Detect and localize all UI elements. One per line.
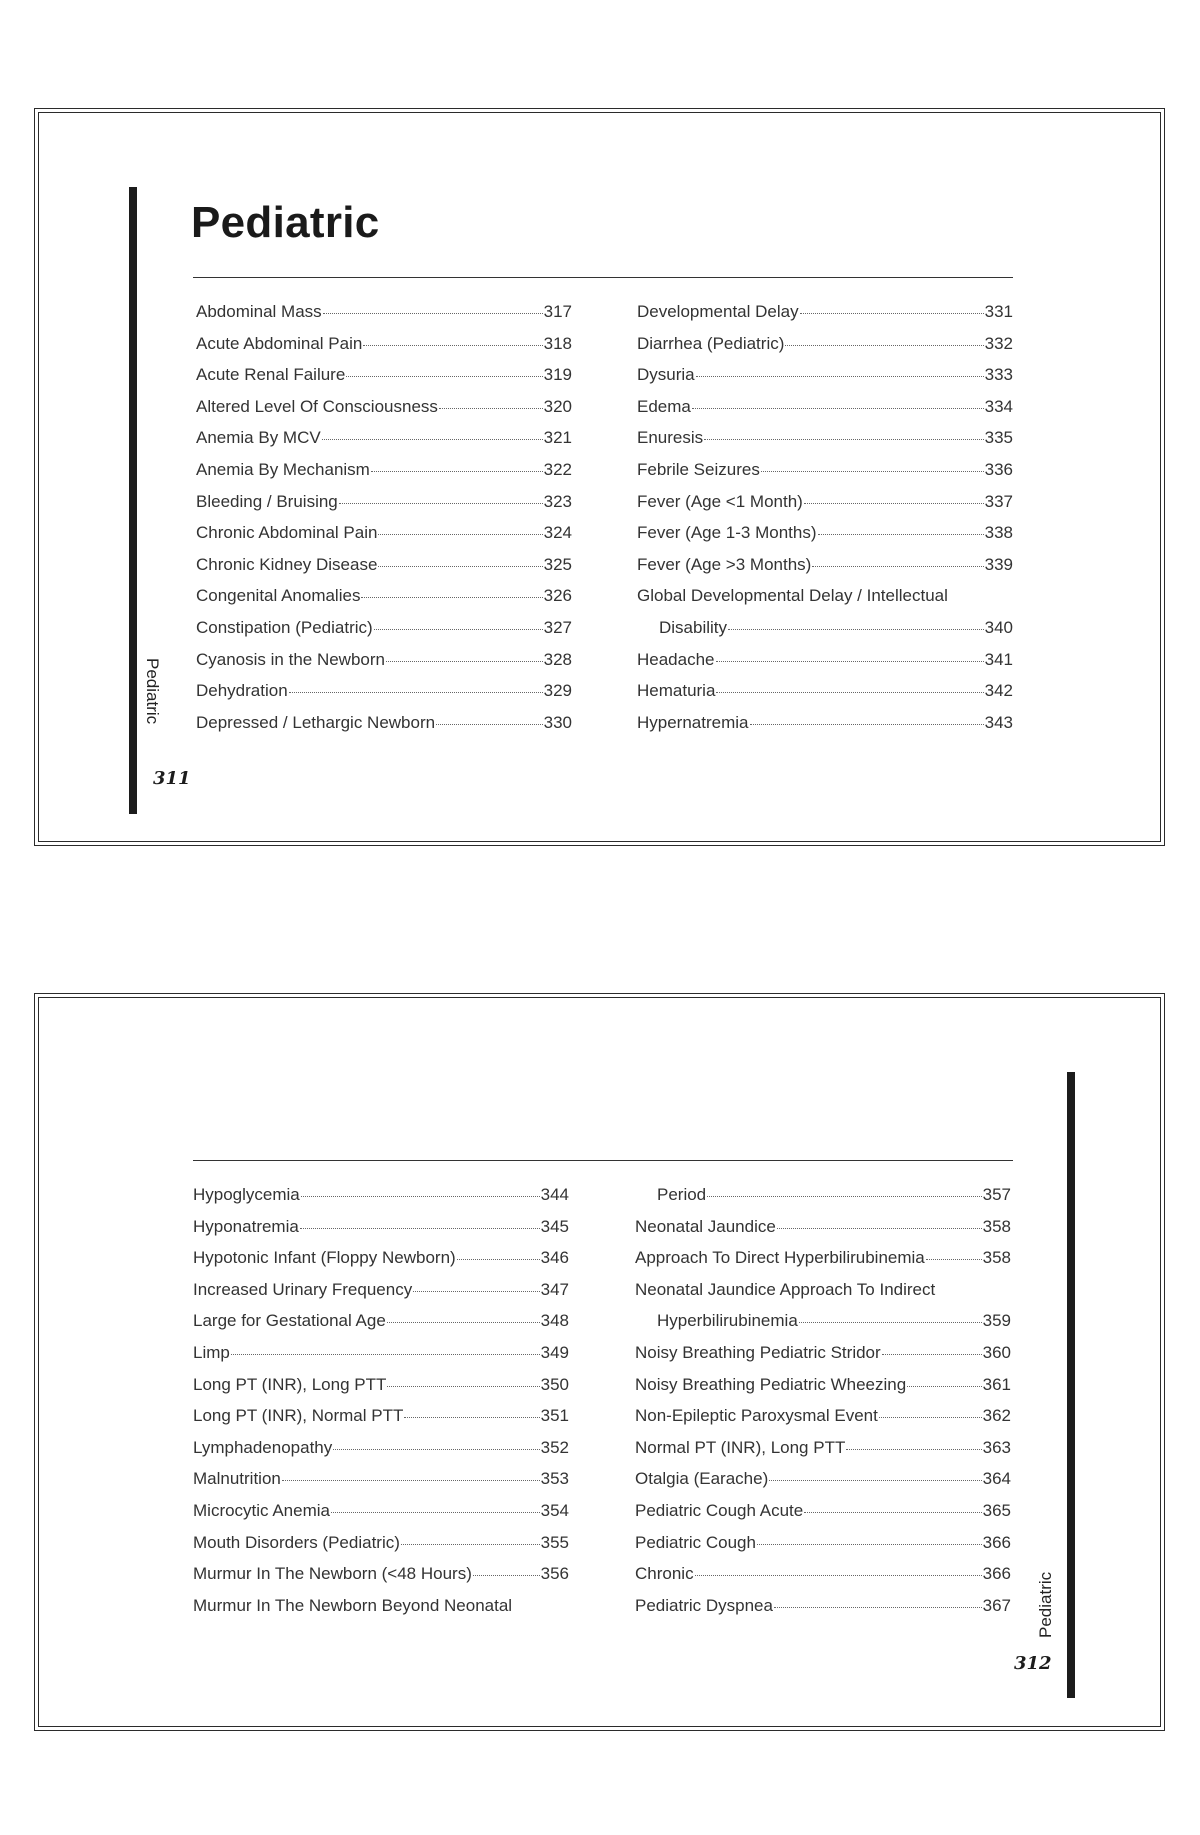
toc-entry-label: Dehydration	[196, 681, 288, 701]
dot-leader	[799, 1321, 982, 1323]
toc-entry-label: Noisy Breathing Pediatric Stridor	[635, 1342, 881, 1362]
toc-entry[interactable]	[196, 586, 572, 618]
toc-entry-page-number: 342	[984, 681, 1013, 701]
dot-leader	[401, 1543, 540, 1545]
toc-entry-page-number: 361	[982, 1374, 1011, 1394]
dot-leader	[804, 1511, 981, 1513]
toc-entry-label: Congenital Anomalies	[196, 586, 361, 606]
toc-entry-page-number: 325	[543, 554, 572, 574]
toc-entry-label: Otalgia (Earache)	[635, 1469, 769, 1489]
toc-entry-page-number: 366	[982, 1564, 1011, 1584]
dot-leader	[300, 1227, 540, 1229]
dot-leader	[386, 660, 543, 662]
title-divider	[193, 1160, 1013, 1161]
toc-entry[interactable]	[635, 1248, 1011, 1280]
dot-leader	[750, 723, 984, 725]
toc-entry-page-number: 348	[540, 1311, 569, 1331]
toc-entry[interactable]	[196, 618, 572, 650]
dot-leader	[333, 1448, 539, 1450]
toc-entry-label: Dysuria	[637, 365, 695, 385]
toc-entry-label: Neonatal Jaundice	[635, 1216, 776, 1236]
toc-entry-page-number: 324	[543, 523, 572, 543]
toc-entry-label: Diarrhea (Pediatric)	[637, 333, 785, 353]
toc-entry[interactable]	[635, 1501, 1011, 1533]
toc-entry-page-number: 366	[982, 1532, 1011, 1552]
toc-entry-page-number: 359	[982, 1311, 1011, 1331]
toc-entry-page-number: 346	[540, 1248, 569, 1268]
title-divider	[193, 277, 1013, 278]
side-accent-bar	[129, 187, 137, 814]
dot-leader	[378, 533, 542, 535]
toc-entry[interactable]	[637, 334, 1013, 366]
dot-leader	[361, 596, 542, 598]
toc-entry-page-number: 367	[982, 1595, 1011, 1615]
dot-leader	[439, 407, 543, 409]
toc-entry-page-number: 330	[543, 712, 572, 732]
toc-entry-page-number: 349	[540, 1342, 569, 1362]
toc-entry[interactable]	[637, 586, 1013, 618]
side-section-label: Pediatric	[1036, 1571, 1055, 1638]
toc-entry[interactable]	[196, 523, 572, 555]
toc-entry-page-number: 347	[540, 1279, 569, 1299]
toc-left-column	[196, 302, 572, 744]
dot-leader	[436, 723, 543, 725]
toc-entry-label: Hyperbilirubinemia	[657, 1311, 798, 1331]
toc-entry-label: Approach To Direct Hyperbilirubinemia	[635, 1248, 925, 1268]
toc-entry[interactable]	[637, 523, 1013, 555]
toc-entry-page-number: 322	[543, 459, 572, 479]
toc-entry-label: Mouth Disorders (Pediatric)	[193, 1532, 400, 1552]
dot-leader	[473, 1574, 540, 1576]
dot-leader	[404, 1416, 539, 1418]
dot-leader	[323, 312, 543, 314]
dot-leader	[363, 344, 542, 346]
toc-entry[interactable]	[635, 1438, 1011, 1470]
dot-leader	[812, 565, 983, 567]
dot-leader	[695, 1574, 982, 1576]
toc-entry-page-number: 358	[982, 1248, 1011, 1268]
dot-leader	[231, 1353, 540, 1355]
dot-leader	[378, 565, 542, 567]
toc-entry[interactable]	[637, 555, 1013, 587]
toc-entry[interactable]	[193, 1343, 569, 1375]
toc-entry-page-number: 329	[543, 681, 572, 701]
toc-entry[interactable]	[196, 492, 572, 524]
dot-leader	[282, 1479, 540, 1481]
dot-leader	[804, 502, 984, 504]
toc-entry-label: Abdominal Mass	[196, 302, 322, 321]
toc-entry[interactable]	[637, 492, 1013, 524]
toc-entry[interactable]	[635, 1596, 1011, 1628]
toc-entry[interactable]	[635, 1343, 1011, 1375]
toc-entry-page-number: 337	[984, 491, 1013, 511]
toc-entry-page-number: 345	[540, 1216, 569, 1236]
toc-entry[interactable]	[635, 1406, 1011, 1438]
toc-entry-page-number: 338	[984, 523, 1013, 543]
toc-entry[interactable]	[635, 1280, 1011, 1312]
toc-entry[interactable]	[193, 1311, 569, 1343]
toc-entry-page-number: 358	[982, 1216, 1011, 1236]
side-accent-bar	[1067, 1072, 1075, 1698]
toc-entry[interactable]	[635, 1469, 1011, 1501]
toc-entry-page-number: 365	[982, 1500, 1011, 1520]
toc-entry[interactable]	[193, 1501, 569, 1533]
toc-entry[interactable]	[193, 1185, 569, 1217]
toc-entry-page-number: 323	[543, 491, 572, 511]
toc-entry[interactable]	[635, 1311, 1011, 1343]
toc-entry[interactable]	[193, 1469, 569, 1501]
dot-leader	[387, 1321, 540, 1323]
toc-entry[interactable]	[196, 460, 572, 492]
dot-leader	[879, 1416, 982, 1418]
toc-entry-label: Fever (Age <1 Month)	[637, 491, 803, 511]
toc-entry-label: Neonatal Jaundice Approach To Indirect	[635, 1279, 936, 1299]
toc-entry-label: Murmur In The Newborn (<48 Hours)	[193, 1564, 472, 1584]
toc-entry[interactable]	[196, 302, 572, 334]
toc-entry[interactable]	[193, 1564, 569, 1596]
dot-leader	[926, 1258, 982, 1260]
toc-entry[interactable]	[635, 1533, 1011, 1565]
toc-entry-label: Acute Renal Failure	[196, 365, 346, 385]
toc-entry-page-number: 343	[984, 712, 1013, 732]
toc-entry-label: Large for Gestational Age	[193, 1311, 386, 1331]
toc-entry-label: Noisy Breathing Pediatric Wheezing	[635, 1374, 907, 1394]
dot-leader	[761, 470, 984, 472]
dot-leader	[387, 1385, 539, 1387]
toc-entry-label: Bleeding / Bruising	[196, 491, 338, 511]
toc-entry[interactable]	[193, 1596, 569, 1628]
dot-leader	[413, 1290, 539, 1292]
toc-entry[interactable]	[193, 1375, 569, 1407]
toc-entry-label: Enuresis	[637, 428, 704, 448]
toc-entry[interactable]	[196, 365, 572, 397]
dot-leader	[371, 470, 543, 472]
toc-entry-page-number: 354	[540, 1500, 569, 1520]
toc-right-column	[635, 1185, 1011, 1627]
toc-entry[interactable]	[193, 1248, 569, 1280]
toc-entry[interactable]	[196, 428, 572, 460]
toc-entry-label: Constipation (Pediatric)	[196, 617, 373, 637]
dot-leader	[728, 628, 984, 630]
toc-entry-label: Chronic Abdominal Pain	[196, 523, 378, 543]
toc-entry-label: Cyanosis in the Newborn	[196, 649, 385, 669]
toc-entry-label: Developmental Delay	[637, 302, 799, 321]
toc-entry-label: Hematuria	[637, 681, 716, 701]
toc-entry-page-number: 351	[540, 1406, 569, 1426]
toc-entry-label: Hypoglycemia	[193, 1185, 300, 1204]
toc-entry[interactable]	[193, 1438, 569, 1470]
toc-entry-label: Long PT (INR), Long PTT	[193, 1374, 387, 1394]
toc-entry[interactable]	[637, 713, 1013, 745]
toc-entry-label: Fever (Age 1-3 Months)	[637, 523, 817, 543]
toc-entry-page-number: 318	[543, 333, 572, 353]
toc-entry-label: Pediatric Dyspnea	[635, 1595, 773, 1615]
toc-entry-page-number: 355	[540, 1532, 569, 1552]
toc-entry[interactable]	[196, 713, 572, 745]
toc-entry[interactable]	[196, 650, 572, 682]
page-312	[38, 997, 1161, 1727]
toc-entry-page-number: 356	[540, 1564, 569, 1584]
toc-entry-label: Hyponatremia	[193, 1216, 299, 1236]
toc-entry[interactable]	[637, 365, 1013, 397]
toc-entry-label: Lymphadenopathy	[193, 1437, 333, 1457]
toc-entry[interactable]	[196, 397, 572, 429]
toc-entry-page-number: 344	[540, 1185, 569, 1204]
toc-entry-label: Hypernatremia	[637, 712, 749, 732]
toc-right-column	[637, 302, 1013, 744]
dot-leader	[696, 375, 984, 377]
dot-leader	[692, 407, 984, 409]
toc-entry-page-number: 336	[984, 459, 1013, 479]
toc-entry-label: Malnutrition	[193, 1469, 281, 1489]
toc-entry[interactable]	[637, 650, 1013, 682]
toc-entry-page-number: 352	[540, 1437, 569, 1457]
page-number: 311	[153, 768, 191, 789]
dot-leader	[289, 691, 543, 693]
toc-entry-label: Hypotonic Infant (Floppy Newborn)	[193, 1248, 456, 1268]
dot-leader	[846, 1448, 981, 1450]
side-section-label: Pediatric	[143, 658, 162, 725]
dot-leader	[346, 375, 542, 377]
toc-entry-label: Pediatric Cough	[635, 1532, 756, 1552]
toc-entry[interactable]	[193, 1280, 569, 1312]
toc-entry-label: Anemia By Mechanism	[196, 459, 370, 479]
toc-entry[interactable]	[637, 397, 1013, 429]
toc-entry[interactable]	[637, 618, 1013, 650]
toc-entry-page-number: 357	[982, 1185, 1011, 1204]
dot-leader	[331, 1511, 540, 1513]
toc-entry[interactable]	[196, 681, 572, 713]
toc-entry-label: Depressed / Lethargic Newborn	[196, 712, 436, 732]
toc-entry-label: Chronic	[635, 1564, 694, 1584]
toc-entry-label: Microcytic Anemia	[193, 1500, 330, 1520]
dot-leader	[716, 660, 984, 662]
toc-entry-page-number: 364	[982, 1469, 1011, 1489]
toc-entry-page-number: 341	[984, 649, 1013, 669]
toc-entry-label: Febrile Seizures	[637, 459, 760, 479]
dot-leader	[339, 502, 543, 504]
toc-entry[interactable]	[635, 1375, 1011, 1407]
toc-entry-label: Global Developmental Delay / Intellectual	[637, 586, 948, 606]
toc-entry-page-number: 362	[982, 1406, 1011, 1426]
toc-entry-page-number: 332	[984, 333, 1013, 353]
toc-entry-page-number: 360	[982, 1342, 1011, 1362]
dot-leader	[374, 628, 543, 630]
toc-entry[interactable]	[635, 1217, 1011, 1249]
dot-leader	[704, 438, 983, 440]
toc-entry-page-number: 317	[543, 302, 572, 321]
toc-entry[interactable]	[193, 1533, 569, 1565]
dot-leader	[785, 344, 983, 346]
toc-entry-label: Limp	[193, 1342, 230, 1362]
toc-entry-page-number: 334	[984, 396, 1013, 416]
toc-entry[interactable]	[196, 334, 572, 366]
dot-leader	[774, 1606, 982, 1608]
toc-entry-page-number: 350	[540, 1374, 569, 1394]
toc-entry-label: Increased Urinary Frequency	[193, 1279, 413, 1299]
toc-entry-page-number: 320	[543, 396, 572, 416]
toc-entry-label: Fever (Age >3 Months)	[637, 554, 812, 574]
toc-entry-label: Non-Epileptic Paroxysmal Event	[635, 1406, 878, 1426]
toc-entry-label: Headache	[637, 649, 715, 669]
toc-entry-label: Long PT (INR), Normal PTT	[193, 1406, 404, 1426]
dot-leader	[777, 1227, 982, 1229]
toc-entry[interactable]	[635, 1185, 1011, 1217]
dot-leader	[769, 1479, 981, 1481]
toc-entry-page-number: 353	[540, 1469, 569, 1489]
toc-left-column	[193, 1185, 569, 1627]
section-title: Pediatric	[191, 198, 380, 247]
dot-leader	[757, 1543, 982, 1545]
toc-entry-page-number: 328	[543, 649, 572, 669]
toc-entry[interactable]	[635, 1564, 1011, 1596]
toc-entry[interactable]	[637, 460, 1013, 492]
toc-entry-page-number: 340	[984, 617, 1013, 637]
toc-entry-page-number: 363	[982, 1437, 1011, 1457]
toc-entry-page-number: 327	[543, 617, 572, 637]
toc-entry-label: Murmur In The Newborn Beyond Neonatal	[193, 1595, 513, 1615]
toc-entry[interactable]	[637, 681, 1013, 713]
toc-entry[interactable]	[637, 302, 1013, 334]
dot-leader	[301, 1195, 540, 1197]
toc-entry-label: Pediatric Cough Acute	[635, 1500, 804, 1520]
toc-entry-label: Period	[657, 1185, 707, 1204]
dot-leader	[707, 1195, 981, 1197]
dot-leader	[882, 1353, 982, 1355]
toc-entry-page-number: 339	[984, 554, 1013, 574]
toc-entry[interactable]	[637, 428, 1013, 460]
dot-leader	[800, 312, 984, 314]
toc-entry-label: Chronic Kidney Disease	[196, 554, 378, 574]
dot-leader	[907, 1385, 981, 1387]
toc-entry-label: Edema	[637, 396, 691, 416]
dot-leader	[457, 1258, 540, 1260]
toc-entry-page-number: 331	[984, 302, 1013, 321]
toc-entry-page-number: 326	[543, 586, 572, 606]
toc-entry-label: Altered Level Of Consciousness	[196, 396, 438, 416]
dot-leader	[322, 438, 543, 440]
toc-entry-page-number: 319	[543, 365, 572, 385]
toc-entry-label: Acute Abdominal Pain	[196, 333, 363, 353]
toc-entry[interactable]	[193, 1406, 569, 1438]
dot-leader	[716, 691, 983, 693]
toc-entry-page-number: 321	[543, 428, 572, 448]
toc-entry-page-number: 333	[984, 365, 1013, 385]
toc-entry-label: Anemia By MCV	[196, 428, 321, 448]
toc-entry-label: Normal PT (INR), Long PTT	[635, 1437, 846, 1457]
toc-entry-page-number: 335	[984, 428, 1013, 448]
toc-entry-label: Disability	[659, 617, 728, 637]
toc-entry[interactable]	[193, 1217, 569, 1249]
toc-entry[interactable]	[196, 555, 572, 587]
page-number: 312	[1014, 1653, 1052, 1674]
dot-leader	[818, 533, 984, 535]
page-311	[38, 112, 1161, 842]
